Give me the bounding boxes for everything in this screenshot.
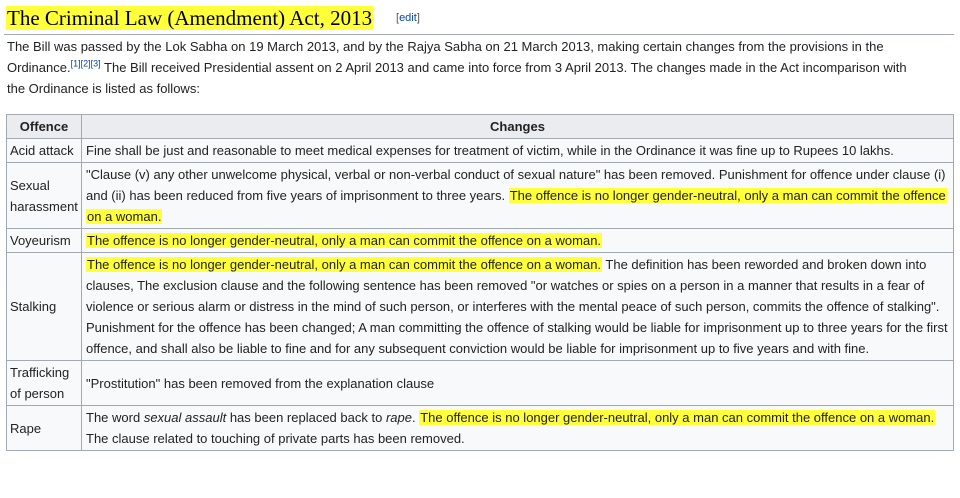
citation-link-2[interactable]: [2]: [80, 58, 91, 69]
edit-section-link[interactable]: [396, 12, 420, 24]
highlighted-text: The offence is no longer gender-neutral, only a man can commit the offence on a woman.: [87, 257, 602, 272]
section-heading: [4, 2, 954, 35]
edit-bracket-close: ]: [416, 12, 420, 24]
changes-text: The word: [86, 410, 144, 425]
intro-line-2: [7, 57, 952, 78]
intro-line-1: The Bill was passed by the Lok Sabha on 19 March 2013, and by the Rajya Sabha on 21 March 2013, making certain changes from the provisions in the: [7, 39, 884, 54]
changes-cell: [82, 163, 954, 229]
changes-text: "Clause (v) any other unwelcome physical, verbal or non-verbal conduct of sexual nature" has been removed. Punishment for offence under clause (i) and (ii) has been reduced from five years of imprisonment to three years.: [86, 167, 946, 203]
changes-table: [6, 114, 954, 451]
emphasized-text: sexual assault: [143, 410, 227, 425]
emphasized-text: rape: [385, 410, 412, 425]
citation-link-1[interactable]: [1]: [70, 58, 81, 69]
offence-cell: Voyeurism: [7, 229, 82, 253]
header-offence: Offence: [7, 115, 82, 139]
changes-cell: "Prostitution" has been removed from the explanation clause: [82, 361, 954, 406]
table-header-row: [7, 115, 954, 139]
offence-cell: Sexual harassment: [7, 163, 82, 229]
citation-refs: [71, 59, 101, 69]
offence-cell: Acid attack: [7, 139, 82, 163]
changes-text: The definition has been reworded and broken down into clauses, The exclusion clause and the following sentence has been removed "or watches or spies on a person in a manner that results in a fear of violence or serious alarm or distress in the mind of such person, or interferes with the mental peace of such person, commits the offence of stalking". Punishment for the offence has been changed; A man committing the offence of stalking would be liable for imprisonment up to three years for the first offence, and shall also be liable to fine and for any subsequent conviction would be liable for imprisonment up to five years and with fine.: [86, 257, 948, 356]
changes-text: .: [411, 410, 420, 425]
offence-cell: Trafficking of person: [7, 361, 82, 406]
table-row: [7, 406, 954, 451]
offence-cell: Stalking: [7, 253, 82, 361]
intro-line-2-start: Ordinance.: [7, 60, 71, 75]
edit-link-label[interactable]: edit: [399, 12, 417, 24]
intro-line-3: the Ordinance is listed as follows:: [7, 81, 200, 96]
table-row: [7, 139, 954, 163]
table-row: [7, 163, 954, 229]
offence-cell: Rape: [7, 406, 82, 451]
edit-bracket-open: [: [396, 12, 400, 24]
intro-paragraph: [7, 36, 952, 99]
highlighted-text: The offence is no longer gender-neutral, only a man can commit the offence on a woman.: [420, 410, 935, 425]
changes-cell: [82, 406, 954, 451]
table-row: [7, 361, 954, 406]
highlighted-text: The offence is no longer gender-neutral, only a man can commit the offence on a woman.: [87, 188, 946, 224]
changes-text: has been replaced back to: [226, 410, 386, 425]
highlighted-text: The offence is no longer gender-neutral, only a man can commit the offence on a woman.: [87, 233, 602, 248]
section-title: [6, 6, 373, 30]
header-changes: Changes: [82, 115, 954, 139]
section-title-text: The Criminal Law (Amendment) Act, 2013: [7, 6, 373, 30]
changes-text: The clause related to touching of private parts has been removed.: [86, 431, 465, 446]
intro-line-2-rest: The Bill received Presidential assent on 2 April 2013 and came into force from 3 April 2013. The changes made in the Act incomparison with: [100, 60, 907, 75]
table-row: [7, 229, 954, 253]
changes-cell: [82, 253, 954, 361]
citation-link-3[interactable]: [3]: [90, 58, 101, 69]
table-row: [7, 253, 954, 361]
changes-cell: Fine shall be just and reasonable to meet medical expenses for treatment of victim, while in the Ordinance it was fine up to Rupees 10 lakhs.: [82, 139, 954, 163]
changes-cell: [82, 229, 954, 253]
